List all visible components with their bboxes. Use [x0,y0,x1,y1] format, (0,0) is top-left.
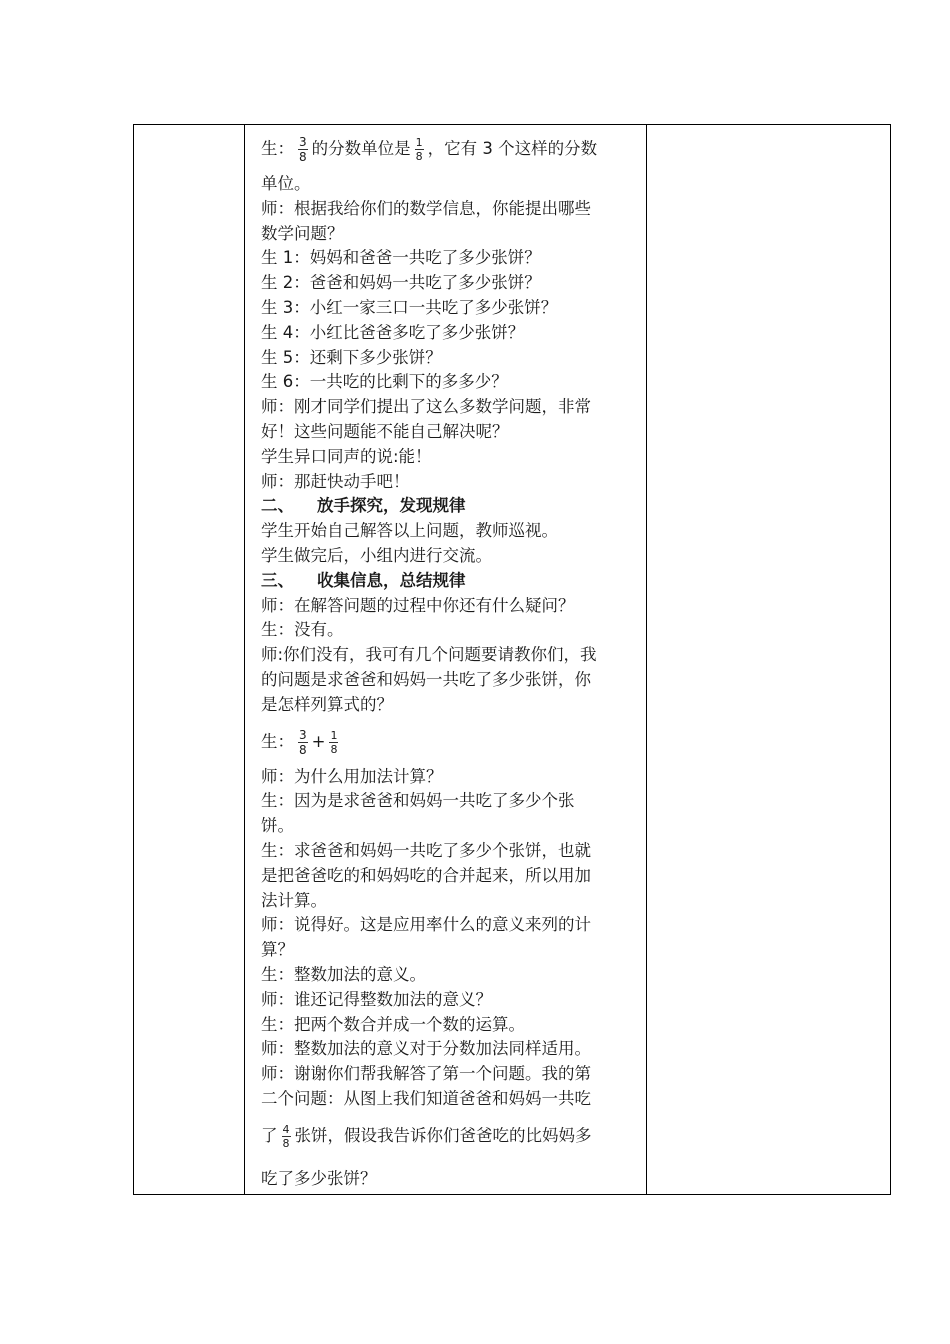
fraction [415,136,424,163]
text-line: 是把爸爸吃的和妈妈吃的合并起来，所以用加 [261,865,591,885]
fraction-line [261,125,627,172]
text-line: 是怎样列算式的？ [261,694,393,714]
text-line: 学生开始自己解答以上问题，教师巡视。 [261,521,558,541]
text-segment: 张饼，假设我告诉你们爸爸吃的比妈妈多 [294,1125,592,1145]
text-line: 师：刚才同学们提出了这么多数学问题，非常 [261,397,591,417]
fraction-numerator: 3 [299,135,307,149]
text-line: 生 6：一共吃的比剩下的多多少？ [261,372,508,392]
fraction-line [261,1112,627,1159]
text-line: 师：谢谢你们帮我解答了第一个问题。我的第 [261,1064,591,1084]
fraction-numerator: 1 [415,136,423,149]
text-line: 师：整数加法的意义对于分数加法同样适用。 [261,1039,591,1059]
text-line: 生：把两个数合并成一个数的运算。 [261,1014,525,1034]
text-line: 生 5：还剩下多少张饼？ [261,347,442,367]
text-line: 师：在解答问题的过程中你还有什么疑问？ [261,595,575,615]
text-line: 生 4：小红比爸爸多吃了多少张饼？ [261,322,525,342]
fraction-denominator: 8 [282,1136,290,1150]
text-line: 学生异口同声的说:能！ [261,446,432,466]
text-segment: 生： [261,139,294,158]
text-line: 的问题是求爸爸和妈妈一共吃了多少张饼，你 [261,669,591,689]
text-line: 生 1：妈妈和爸爸一共吃了多少张饼？ [261,248,541,268]
fraction-numerator: 3 [299,727,307,742]
equation-line [261,718,627,765]
section-number: 二、 [261,496,294,516]
text-line: 法计算。 [261,890,327,910]
text-line: 二个问题：从图上我们知道爸爸和妈妈一共吃 [261,1088,591,1108]
text-segment: 生： [261,731,294,751]
text-line: 生 2：爸爸和妈妈一共吃了多少张饼？ [261,273,541,293]
lesson-content-cell [253,125,633,1191]
text-line: 饼。 [261,816,294,836]
column-divider-2 [646,125,647,1194]
text-line: 单位。 [261,174,311,193]
fraction [329,729,338,756]
text-segment: 的分数单位是 [311,139,411,158]
lesson-table [133,124,891,1195]
section-heading [261,494,627,519]
text-line: 生：求爸爸和妈妈一共吃了多少个张饼，也就 [261,840,591,860]
text-line: 生：因为是求爸爸和妈妈一共吃了多少个张 [261,791,575,811]
text-line: 生：整数加法的意义。 [261,964,426,984]
fraction-denominator: 8 [299,742,307,757]
text-line: 吃了多少张饼？ [261,1168,377,1188]
text-line: 师：根据我给你们的数学信息，你能提出哪些 [261,198,591,218]
fraction-numerator: 1 [330,728,338,742]
section-heading [261,569,627,594]
section-title: 收集信息，总结规律 [317,570,466,590]
text-line: 数学问题？ [261,223,344,243]
fraction [298,135,308,164]
text-line: 师：谁还记得整数加法的意义？ [261,989,492,1009]
text-line: 好！这些问题能不能自己解决呢？ [261,421,509,441]
fraction-denominator: 8 [299,150,307,164]
text-line: 师：说得好。这是应用率什么的意义来列的计 [261,915,591,935]
text-line: 师:你们没有，我可有几个问题要请教你们，我 [261,645,597,665]
fraction [282,1123,291,1150]
fraction [298,728,308,757]
column-divider-1 [244,125,245,1194]
text-line: 生：没有。 [261,620,344,640]
text-segment: 了 [261,1125,278,1145]
text-line: 算？ [261,940,294,960]
text-segment: ，它有 3 个这样的分数 [427,139,598,158]
text-line: 师：那赶快动手吧！ [261,471,410,491]
text-line: 生 3：小红一家三口一共吃了多少张饼？ [261,297,558,317]
section-number: 三、 [261,570,294,590]
text-line: 学生做完后，小组内进行交流。 [261,545,492,565]
fraction-numerator: 4 [282,1122,290,1136]
section-title: 放手探究，发现规律 [317,496,466,516]
text-line: 师：为什么用加法计算？ [261,766,443,786]
fraction-denominator: 8 [415,150,423,163]
fraction-denominator: 8 [330,742,338,756]
plus-operator: + [311,731,326,751]
